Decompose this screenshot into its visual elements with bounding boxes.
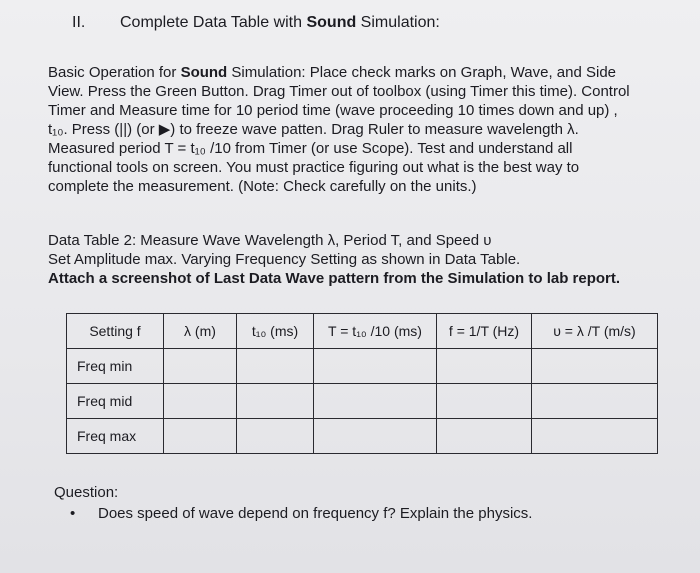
table-intro-title: Data Table 2: Measure Wave Wavelength λ, Period T, and Speed υ bbox=[48, 232, 492, 249]
cell-blank[interactable] bbox=[164, 349, 237, 384]
cell-blank[interactable] bbox=[164, 384, 237, 419]
instructions-line: View. Press the Green Button. Drag Timer out of toolbox (using Timer this time). Control bbox=[48, 83, 630, 100]
cell-blank[interactable] bbox=[237, 384, 314, 419]
instructions-paragraph bbox=[48, 63, 678, 196]
cell-blank[interactable] bbox=[164, 419, 237, 454]
header-t10: t₁₀ (ms) bbox=[237, 314, 314, 349]
header-setting-f: Setting f bbox=[67, 314, 164, 349]
section-title-post: Simulation: bbox=[356, 14, 440, 31]
instructions-line: Timer and Measure time for 10 period time (wave proceeding 10 times down and up) , bbox=[48, 102, 618, 119]
instructions-line: functional tools on screen. You must practice figuring out what is the best way to bbox=[48, 159, 580, 176]
header-wavelength: λ (m) bbox=[164, 314, 237, 349]
row-label-freq-max: Freq max bbox=[67, 419, 164, 454]
row-label-freq-mid: Freq mid bbox=[67, 384, 164, 419]
cell-blank[interactable] bbox=[314, 384, 437, 419]
instructions-line: t₁₀. Press (||) (or ▶) to freeze wave patten. Drag Ruler to measure wavelength λ. bbox=[48, 121, 579, 138]
table-intro-setting: Set Amplitude max. Varying Frequency Setting as shown in Data Table. bbox=[48, 251, 521, 268]
header-frequency: f = 1/T (Hz) bbox=[437, 314, 532, 349]
question-text: Does speed of wave depend on frequency f? Explain the physics. bbox=[98, 505, 533, 522]
question-label: Question: bbox=[54, 484, 119, 501]
cell-blank[interactable] bbox=[314, 419, 437, 454]
table-intro-attach: Attach a screenshot of Last Data Wave pattern from the Simulation to lab report. bbox=[48, 270, 621, 287]
instructions-line: Measured period T = t₁₀ /10 from Timer (or use Scope). Test and understand all bbox=[48, 140, 573, 157]
table-row bbox=[67, 419, 658, 454]
instructions-line: complete the measurement. (Note: Check carefully on the units.) bbox=[48, 178, 477, 195]
cell-blank[interactable] bbox=[437, 349, 532, 384]
table-row bbox=[67, 384, 658, 419]
cell-blank[interactable] bbox=[437, 419, 532, 454]
header-period: T = t₁₀ /10 (ms) bbox=[314, 314, 437, 349]
cell-blank[interactable] bbox=[437, 384, 532, 419]
table-intro bbox=[48, 231, 678, 288]
cell-blank[interactable] bbox=[532, 349, 658, 384]
section-title-pre: Complete Data Table with bbox=[120, 14, 307, 31]
cell-blank[interactable] bbox=[314, 349, 437, 384]
table-header-row bbox=[67, 314, 658, 349]
data-table-2 bbox=[66, 313, 658, 454]
cell-blank[interactable] bbox=[237, 349, 314, 384]
cell-blank[interactable] bbox=[532, 419, 658, 454]
section-heading bbox=[72, 14, 440, 32]
instructions-bold-word: Sound bbox=[180, 64, 228, 81]
row-label-freq-min: Freq min bbox=[67, 349, 164, 384]
instructions-line: Basic Operation for Sound Simulation: Place check marks on Graph, Wave, and Side bbox=[48, 64, 617, 81]
table-row bbox=[67, 349, 658, 384]
bullet-icon: • bbox=[70, 505, 76, 522]
cell-blank[interactable] bbox=[532, 384, 658, 419]
section-title-bold: Sound bbox=[306, 14, 357, 31]
section-number: II. bbox=[72, 14, 86, 31]
cell-blank[interactable] bbox=[237, 419, 314, 454]
header-speed: υ = λ /T (m/s) bbox=[532, 314, 658, 349]
question-item bbox=[70, 505, 532, 522]
